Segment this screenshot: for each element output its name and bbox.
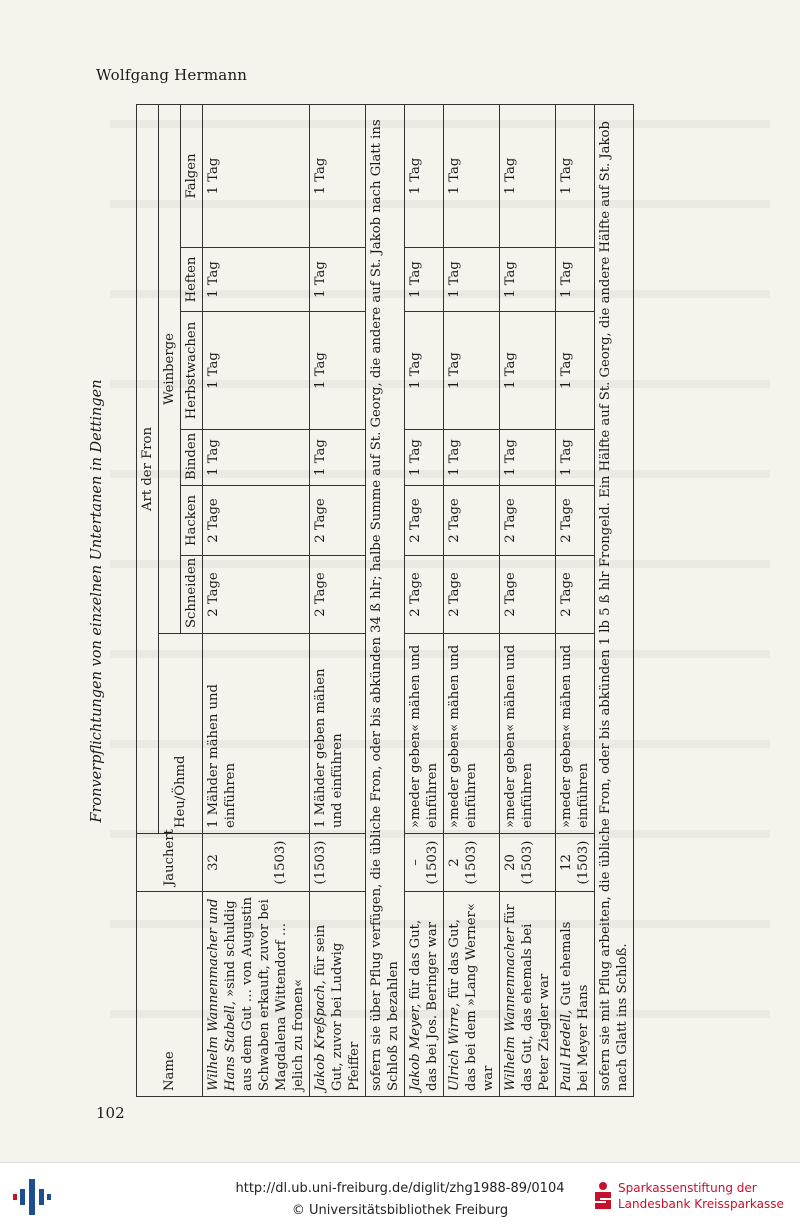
hacken-cell: 2 Tage xyxy=(310,486,366,556)
jauchert-value: 2 xyxy=(447,858,462,867)
herbstwachen-cell: 1 Tag xyxy=(405,312,444,430)
heu-cell: 1 Mähder mähen und einführen xyxy=(203,634,310,834)
heu-cell: »meder geben« mähen und einführen xyxy=(556,634,595,834)
heften-cell: 1 Tag xyxy=(444,248,500,312)
table-note-row xyxy=(366,104,405,1096)
jauchert-value: 32 xyxy=(206,854,221,871)
person-name: Ulrich Wirre, xyxy=(447,1002,462,1091)
binden-cell: 1 Tag xyxy=(500,430,556,486)
year-value: (1503) xyxy=(520,840,535,885)
viewer-footer xyxy=(0,1162,800,1227)
sponsor-line-1: Sparkassenstiftung der xyxy=(618,1181,757,1195)
hacken-cell: 2 Tage xyxy=(203,486,310,556)
hacken-cell: 2 Tage xyxy=(500,486,556,556)
table-note: sofern sie mit Pflug arbeiten, die übliche Fron, oder bis abkünden 1 lb 5 ß hlr Frongeld. Ein Hälfte auf St. Georg, die andere Hälfte auf St. Jakob nach Glatt ins Schloß. xyxy=(595,104,634,1096)
table-row xyxy=(310,104,366,1096)
heu-cell: »meder geben« mähen und einführen xyxy=(405,634,444,834)
jauchert-value: 20 xyxy=(503,854,518,871)
header-schneiden: Schneiden xyxy=(181,556,203,634)
heu-cell: 1 Mähder geben mähen und einführen xyxy=(310,634,366,834)
entry-text: für sein Gut, zuvor bei Ludwig Pfeiffer xyxy=(313,924,362,1091)
falgen-cell: 1 Tag xyxy=(500,104,556,247)
sparkasse-s-icon xyxy=(592,1181,614,1211)
binden-cell: 1 Tag xyxy=(556,430,595,486)
entry-text: Gut ehemals bei Meyer Hans xyxy=(559,921,591,1091)
person-name: Wilhelm Wannenmacher xyxy=(503,928,518,1091)
header-falgen: Falgen xyxy=(181,104,203,247)
header-weinberge: Weinberge xyxy=(159,104,181,633)
entry-text: »sind schuldig aus dem Gut … von Augustin Schwaben erkauft, zuvor bei Magdalena Wittendorf … jelich zu fronen« xyxy=(223,897,306,1091)
table-note-row xyxy=(595,104,634,1096)
year-value: (1503) xyxy=(576,840,591,885)
table-caption: Fronverpflichtungen von einzelnen Untertanen in Dettingen xyxy=(89,379,105,823)
heften-cell: 1 Tag xyxy=(500,248,556,312)
schneiden-cell: 2 Tage xyxy=(444,556,500,634)
binden-cell: 1 Tag xyxy=(444,430,500,486)
binden-cell: 1 Tag xyxy=(203,430,310,486)
entry-text: für das Gut, das bei Jos. Beringer war xyxy=(408,919,440,1091)
herbstwachen-cell: 1 Tag xyxy=(444,312,500,430)
falgen-cell: 1 Tag xyxy=(203,104,310,247)
permalink[interactable]: http://dl.ub.uni-freiburg.de/diglit/zhg1988-89/0104 xyxy=(235,1181,565,1196)
person-name: Wilhelm Wannenmacher und Hans Stabell, xyxy=(206,898,238,1091)
falgen-cell: 1 Tag xyxy=(556,104,595,247)
schneiden-cell: 2 Tage xyxy=(310,556,366,634)
heften-cell: 1 Tag xyxy=(405,248,444,312)
person-name: Jakob Meyer, xyxy=(408,1003,423,1091)
falgen-cell: 1 Tag xyxy=(444,104,500,247)
table-note: sofern sie über Pflug verfügen, die übliche Fron, oder bis abkünden 34 ß hlr; halbe Summe auf St. Georg, die andere auf St. Jakob nach Glatt ins Schloß zu bezahlen xyxy=(366,104,405,1096)
table-row xyxy=(405,104,444,1096)
year-value: (1503) xyxy=(464,840,479,885)
schneiden-cell: 2 Tage xyxy=(203,556,310,634)
copyright-notice: © Universitätsbibliothek Freiburg xyxy=(291,1203,509,1218)
hacken-cell: 2 Tage xyxy=(405,486,444,556)
binden-cell: 1 Tag xyxy=(310,430,366,486)
entry-text: für das Gut, das bei dem »Lang Werner« war xyxy=(447,903,496,1091)
falgen-cell: 1 Tag xyxy=(310,104,366,247)
schneiden-cell: 2 Tage xyxy=(405,556,444,634)
header-jauchert: Jauchert xyxy=(137,834,203,892)
heften-cell: 1 Tag xyxy=(556,248,595,312)
heften-cell: 1 Tag xyxy=(203,248,310,312)
hacken-cell: 2 Tage xyxy=(556,486,595,556)
header-name: Name xyxy=(137,892,203,1097)
table-row xyxy=(556,104,595,1096)
table-row xyxy=(203,104,310,1096)
rotated-table-block xyxy=(89,105,716,1097)
binden-cell: 1 Tag xyxy=(405,430,444,486)
header-herbstwachen: Herbstwachen xyxy=(181,312,203,430)
herbstwachen-cell: 1 Tag xyxy=(500,312,556,430)
jauchert-value: 12 xyxy=(559,854,574,871)
fron-table xyxy=(136,104,634,1097)
jauchert-value: – xyxy=(408,859,423,866)
header-binden: Binden xyxy=(181,430,203,486)
page-number: 102 xyxy=(96,1104,125,1122)
heften-cell: 1 Tag xyxy=(310,248,366,312)
sponsor-line-2: Landesbank Kreissparkasse xyxy=(618,1197,784,1211)
table-row xyxy=(444,104,500,1096)
header-heu: Heu/Öhmd xyxy=(159,634,203,834)
year-value: (1503) xyxy=(273,840,288,885)
schneiden-cell: 2 Tage xyxy=(500,556,556,634)
header-heften: Heften xyxy=(181,248,203,312)
person-name: Jakob Kreßpach, xyxy=(313,980,328,1091)
heu-cell: »meder geben« mähen und einführen xyxy=(444,634,500,834)
table-row xyxy=(500,104,556,1096)
falgen-cell: 1 Tag xyxy=(405,104,444,247)
herbstwachen-cell: 1 Tag xyxy=(310,312,366,430)
sparkasse-logo[interactable] xyxy=(592,1179,792,1215)
running-header: Wolfgang Hermann xyxy=(96,66,248,84)
schneiden-cell: 2 Tage xyxy=(556,556,595,634)
header-art-der-fron: Art der Fron xyxy=(137,104,159,833)
year-value: (1503) xyxy=(425,840,440,885)
heu-cell: »meder geben« mähen und einführen xyxy=(500,634,556,834)
hacken-cell: 2 Tage xyxy=(444,486,500,556)
herbstwachen-cell: 1 Tag xyxy=(203,312,310,430)
person-name: Paul Hedell, xyxy=(559,1009,574,1091)
year-value: (1503) xyxy=(313,840,328,885)
header-hacken: Hacken xyxy=(181,486,203,556)
herbstwachen-cell: 1 Tag xyxy=(556,312,595,430)
entry-text: für das Gut, das ehemals bei Peter Ziegler war xyxy=(503,904,552,1091)
